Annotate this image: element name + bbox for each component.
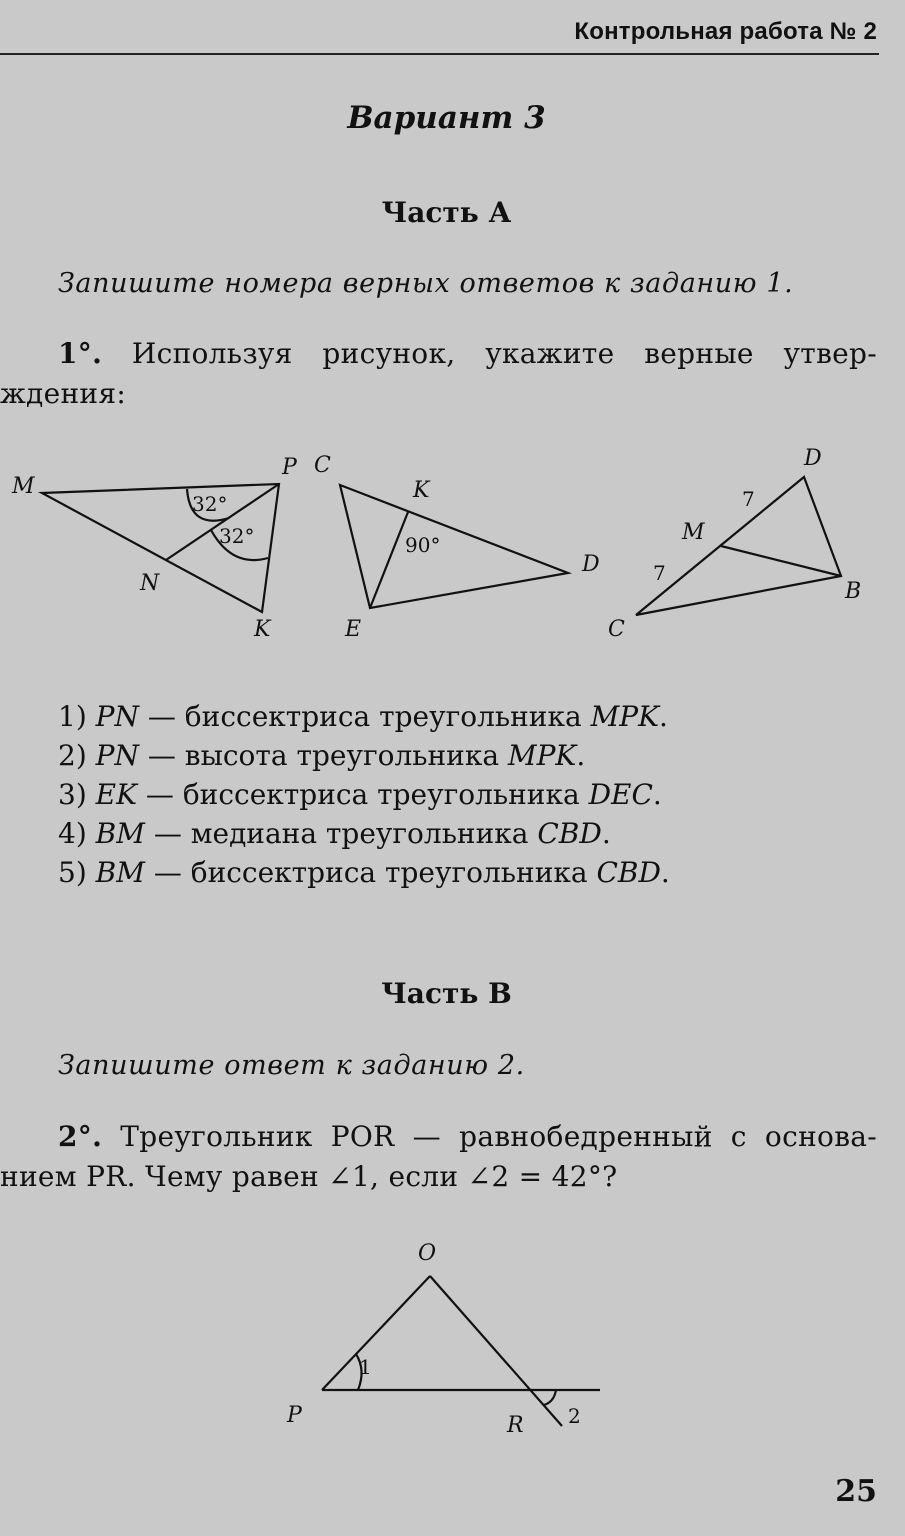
answer-option: 3) EK — биссектриса треугольника DEC.	[58, 778, 662, 811]
task-2	[0, 1117, 878, 1197]
answer-options	[58, 697, 670, 892]
angle-arc-2	[544, 1390, 556, 1405]
answer-option: 5) BM — биссектриса треугольника CBD.	[58, 856, 670, 889]
header-divider	[0, 53, 879, 55]
label-p: P	[282, 455, 297, 480]
answer-option: 2) PN — высота треугольника MPK.	[58, 739, 586, 772]
part-b-title: Часть В	[381, 977, 512, 1010]
label-m: M	[12, 474, 35, 499]
label-e: E	[345, 617, 362, 642]
task-1-line-2: ждения:	[0, 377, 127, 410]
variant-title: Вариант 3	[347, 100, 546, 136]
triangle-cde	[340, 485, 568, 608]
angle-32-a: 32°	[192, 492, 228, 516]
task-2-text: Треугольник POR — равнобедренный с основа-	[120, 1120, 878, 1153]
task-2-figure	[0, 1230, 905, 1450]
figure-triangle-cde	[340, 485, 568, 608]
figure-triangle-mpk	[42, 484, 279, 612]
label-k2: K	[413, 478, 430, 503]
part-a-instruction: Запишите номера верных ответов к заданию 1.	[58, 268, 794, 299]
segment-length-cm: 7	[653, 561, 666, 585]
answer-option: 1) PN — биссектриса треугольника MPK.	[58, 700, 668, 733]
task-1-line-1	[58, 334, 877, 374]
label-c3: C	[608, 617, 625, 642]
answer-option: 4) BM — медиана треугольника CBD.	[58, 817, 611, 850]
figure-triangle-por	[322, 1276, 600, 1426]
page-header-title: Контрольная работа № 2	[574, 18, 877, 45]
task-2-line-2: нием PR. Чему равен ∠1, если ∠2 = 42°?	[0, 1160, 618, 1193]
task-2-line-1	[58, 1117, 877, 1157]
figure-triangle-cbd	[636, 477, 841, 615]
label-p2: P	[287, 1403, 302, 1428]
label-d3: D	[804, 446, 822, 471]
label-r: R	[507, 1413, 524, 1438]
segment-bm	[721, 546, 841, 576]
task-1-text: Используя рисунок, укажите верные утвер-	[131, 337, 877, 370]
task-1-figures	[0, 440, 905, 660]
task-1	[0, 334, 877, 414]
angle-label-1: 1	[359, 1355, 372, 1379]
part-a-title: Часть А	[381, 196, 512, 229]
part-b-instruction: Запишите ответ к заданию 2.	[58, 1050, 525, 1081]
angle-label-2: 2	[568, 1404, 581, 1428]
triangle-cbd	[636, 477, 841, 615]
label-n: N	[140, 571, 160, 596]
label-d: D	[582, 552, 600, 577]
task-2-number: 2°.	[58, 1120, 103, 1153]
label-b3: B	[845, 579, 862, 604]
label-k: K	[254, 617, 271, 642]
angle-32-b: 32°	[219, 524, 255, 548]
label-c: C	[314, 453, 331, 478]
segment-ek	[370, 512, 408, 608]
task-1-number: 1°.	[58, 337, 103, 370]
side-po	[322, 1276, 430, 1390]
triangle-mpk	[42, 484, 279, 612]
label-o: O	[418, 1241, 437, 1266]
label-m3: M	[682, 520, 705, 545]
side-or-extended	[430, 1276, 562, 1426]
angle-90: 90°	[405, 533, 441, 557]
page-number: 25	[835, 1474, 877, 1509]
segment-length-md: 7	[742, 487, 755, 511]
